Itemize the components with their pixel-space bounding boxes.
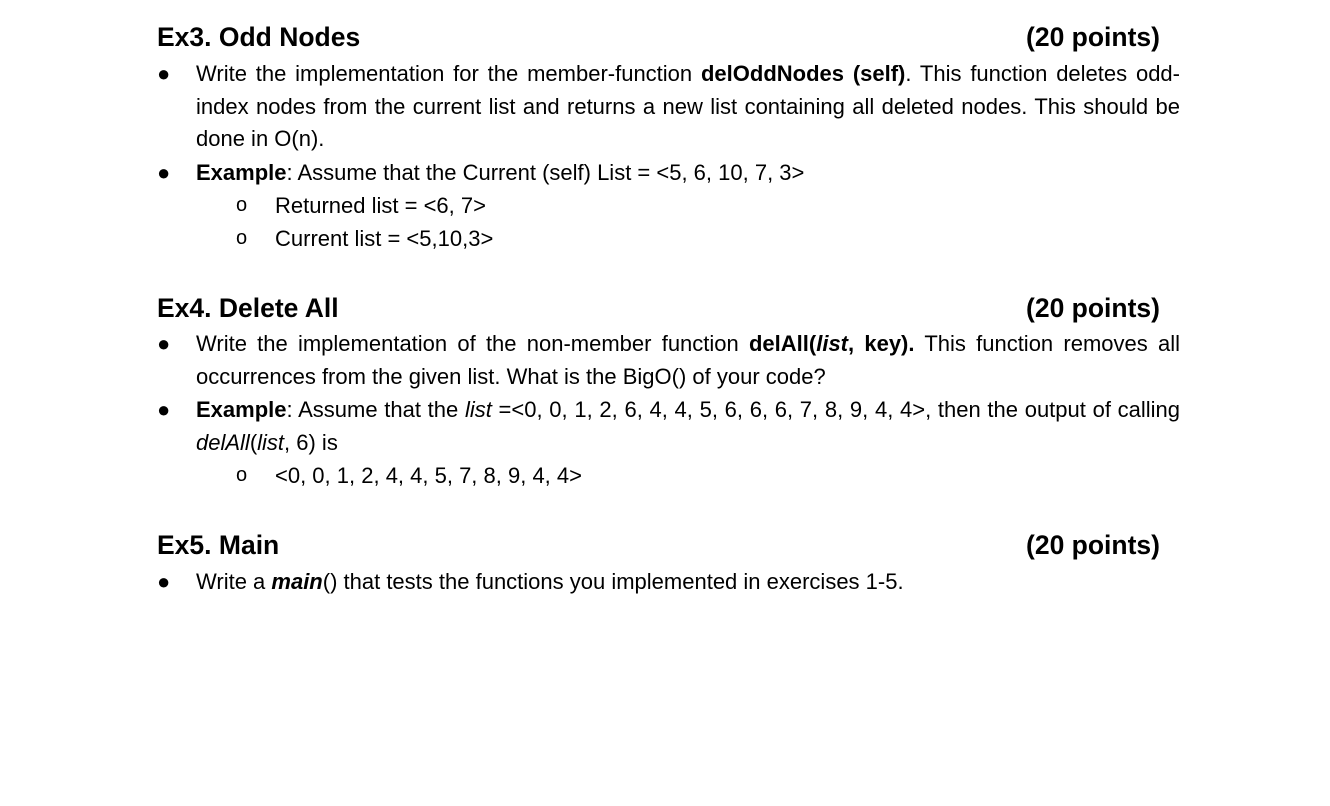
ex4-points: (20 points) — [1026, 293, 1160, 323]
ex3-function-name: delOddNodes (self) — [700, 61, 906, 86]
circle-bullet-icon: o — [236, 464, 248, 486]
ex4-example-c: ( — [249, 429, 258, 455]
ex4-example-label: Example — [196, 397, 287, 422]
ex5-bullet-description — [157, 566, 1180, 599]
ex3-header — [157, 22, 1180, 54]
ex4-desc-pre: Write the implementation of the non-member function — [196, 331, 749, 356]
circle-bullet-icon: o — [236, 227, 248, 249]
ex5-section — [157, 530, 1180, 599]
ex4-example-b: =<0, 0, 1, 2, 6, 4, 4, 5, 6, 6, 6, 7, 8, 9, 4, 4>, then the output of calling — [491, 397, 1180, 422]
ex4-bullet-description — [157, 328, 1180, 393]
ex3-sub-current — [157, 222, 1180, 255]
ex5-desc-pre: Write a — [196, 569, 272, 594]
ex3-desc-post: . This function deletes odd-index nodes from the current list and returns a new list containing all deleted nodes. This should be done in O(n). — [196, 61, 1180, 151]
ex3-bullet-description — [157, 58, 1180, 156]
ex4-example-d: , 6) is — [284, 429, 338, 455]
ex3-example-label: Example — [196, 159, 287, 185]
ex3-title: Ex3. Odd Nodes — [157, 22, 361, 52]
ex4-function-param: list — [816, 331, 849, 356]
ex3-sub-returned — [157, 189, 1180, 222]
ex3-points: (20 points) — [1026, 22, 1160, 52]
ex4-header — [157, 293, 1180, 325]
bullet-icon: ● — [157, 159, 171, 185]
ex3-example-text: : Assume that the Current (self) List = <5, 6, 10, 7, 3> — [286, 159, 805, 185]
ex5-desc-post: () that tests the functions you implemented in exercises 1-5. — [322, 569, 904, 594]
bullet-icon: ● — [157, 397, 171, 422]
ex4-bullet-example — [157, 394, 1180, 459]
ex5-points: (20 points) — [1026, 530, 1160, 560]
ex5-header — [157, 530, 1180, 562]
ex4-sub-output — [157, 459, 1180, 492]
bullet-icon: ● — [157, 61, 171, 86]
ex4-function-name-b: , key). — [848, 331, 915, 356]
ex4-section — [157, 293, 1180, 492]
ex3-desc-pre: Write the implementation for the member-function — [196, 61, 701, 86]
bullet-icon: ● — [157, 569, 171, 594]
ex3-section — [157, 22, 1180, 255]
ex4-desc-post: This function removes all occurrences from the given list. What is the BigO() of your code? — [196, 331, 1180, 389]
ex4-title: Ex4. Delete All — [157, 293, 339, 323]
ex5-title: Ex5. Main — [157, 530, 280, 560]
bullet-icon: ● — [157, 331, 171, 356]
ex3-bullet-example — [157, 157, 1180, 190]
ex4-example-func: delAll — [196, 429, 250, 455]
ex5-main-func: main — [271, 569, 323, 594]
ex4-example-a: : Assume that the — [286, 397, 465, 422]
ex4-example-list-word: list — [464, 397, 492, 422]
ex3-returned-list: Returned list = <6, 7> — [275, 193, 486, 218]
circle-bullet-icon: o — [236, 194, 248, 216]
ex4-output-list: <0, 0, 1, 2, 4, 4, 5, 7, 8, 9, 4, 4> — [275, 463, 582, 488]
ex3-current-list: Current list = <5,10,3> — [275, 226, 494, 251]
ex4-example-list-arg: list — [257, 429, 285, 455]
ex4-function-name-a: delAll( — [748, 331, 817, 356]
